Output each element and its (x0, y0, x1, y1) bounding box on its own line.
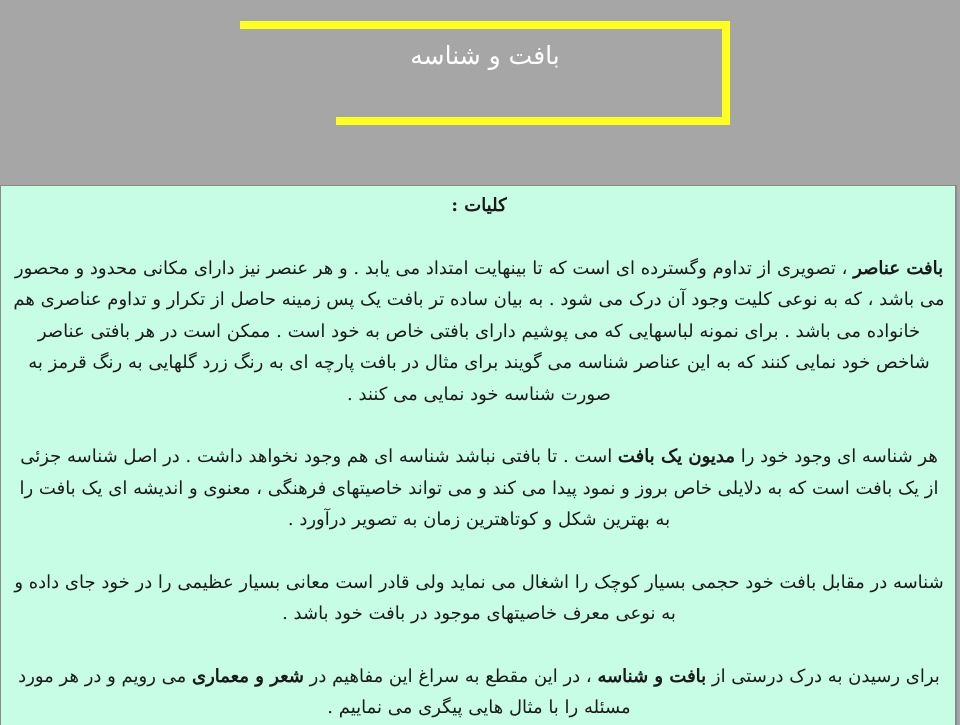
paragraph-text: است . تا بافتی نباشد شناسه ای هم وجود نخواهد داشت . در اصل شناسه جزئی از یک بافت است که به دلایلی خاص بروز و نمود پیدا می کند و می تواند خاصیتهای فرهنگی ، معنوی و اندیشه ای یک بافت را به بهترین شکل و کوتاهترین زمان به تصویر درآورد . (19, 446, 939, 530)
paragraph-text: ، تصویری از تداوم وگسترده ای است که تا بینهایت امتداد می یابد . و هر عنصر نیز دارای مکانی محدود و محصور می باشد ، که به نوعی کلیت وجود آن درک می شود . به بیان ساده تر بافت یک پس زمینه حاصل از تکرار و تداوم عناصری هم خانواده می باشد . برای نمونه لباسهایی که می پوشیم دارای بافتی خاص به خود است . ممکن است در هر بافتی عناصر شاخص خود نمایی کنند که به این عناصر شناسه می گویند برای مثال در بافت پارچه ای به رنگ زرد گلهایی به رنگ قرمز به صورت شناسه خود نمایی می کنند . (13, 257, 945, 405)
paragraph-text: ، در این مقطع به سراغ این مفاهیم در (303, 665, 598, 687)
paragraph-poetry-architecture (13, 661, 945, 724)
slide-title: بافت و شناسه (410, 41, 560, 70)
paragraph-identity (13, 441, 945, 536)
frame-bottom-bar (336, 117, 730, 125)
paragraph-text: می رویم و در هر مورد مسئله را با مثال هایی پیگری می نماییم . (18, 665, 631, 718)
title-frame (240, 21, 730, 125)
bold-term: بافت و شناسه (597, 665, 707, 687)
bold-term: شعر و معماری (192, 665, 304, 687)
paragraph-texture-elements (13, 253, 945, 411)
bold-term: مدیون یک بافت (617, 446, 735, 467)
paragraph-volume: شناسه در مقابل بافت خود حجمی بسیار کوچک را اشغال می نماید ولی قادر است معانی بسیار عظیمی را در خود جای داده و به نوعی معرف خاصیتهای موجود در بافت خود باشد . (14, 571, 944, 624)
content-box (0, 185, 957, 725)
paragraph-text: هر شناسه ای وجود خود را (734, 446, 938, 467)
bold-term: بافت عناصر (853, 257, 944, 279)
paragraph-text: برای رسیدن به درک درستی از (706, 665, 940, 687)
section-heading: کلیات : (451, 195, 507, 216)
content-body (1, 186, 955, 724)
frame-right-bar (722, 21, 730, 125)
title-header (0, 0, 960, 185)
frame-top-bar (240, 21, 730, 29)
